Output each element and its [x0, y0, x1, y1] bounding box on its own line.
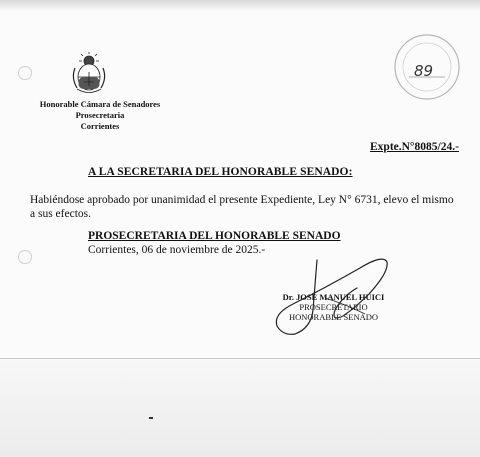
issuing-office: PROSECRETARIA DEL HONORABLE SENADO: [88, 230, 341, 242]
signer-title: PROSECRETARIO: [299, 302, 368, 312]
body-text: Habiéndose aprobado por unanimidad el presente Expediente, Ley N° 6731, elevo el mismo a sus efectos.: [30, 194, 454, 220]
punch-hole-top: [18, 66, 32, 80]
handwritten-signature: [265, 248, 405, 338]
signer-name: Dr. JOSE MANUEL HUICI: [282, 292, 385, 302]
place-date: Corrientes, 06 de noviembre de 2025.-: [88, 244, 266, 256]
coat-of-arms-icon: [69, 52, 109, 96]
folio-number: 89: [414, 62, 434, 80]
institution-name: Honorable Cámara de Senadores: [39, 99, 161, 109]
scan-shadow-bottom: [0, 360, 480, 457]
city-name: Corrientes: [80, 121, 120, 131]
addressee-heading: A LA SECRETARIA DEL HONORABLE SENADO:: [88, 166, 353, 178]
scan-speck: [149, 417, 153, 419]
page-fold-line: [0, 358, 480, 359]
institution-header: [20, 99, 180, 132]
scan-shadow-top: [0, 0, 480, 10]
signer-org: HONORABLE SENADO: [288, 312, 378, 322]
punch-hole-middle: [18, 250, 32, 264]
office-name: Prosecretaria: [75, 110, 125, 120]
file-number: Expte.N°8085/24.-: [370, 141, 459, 153]
